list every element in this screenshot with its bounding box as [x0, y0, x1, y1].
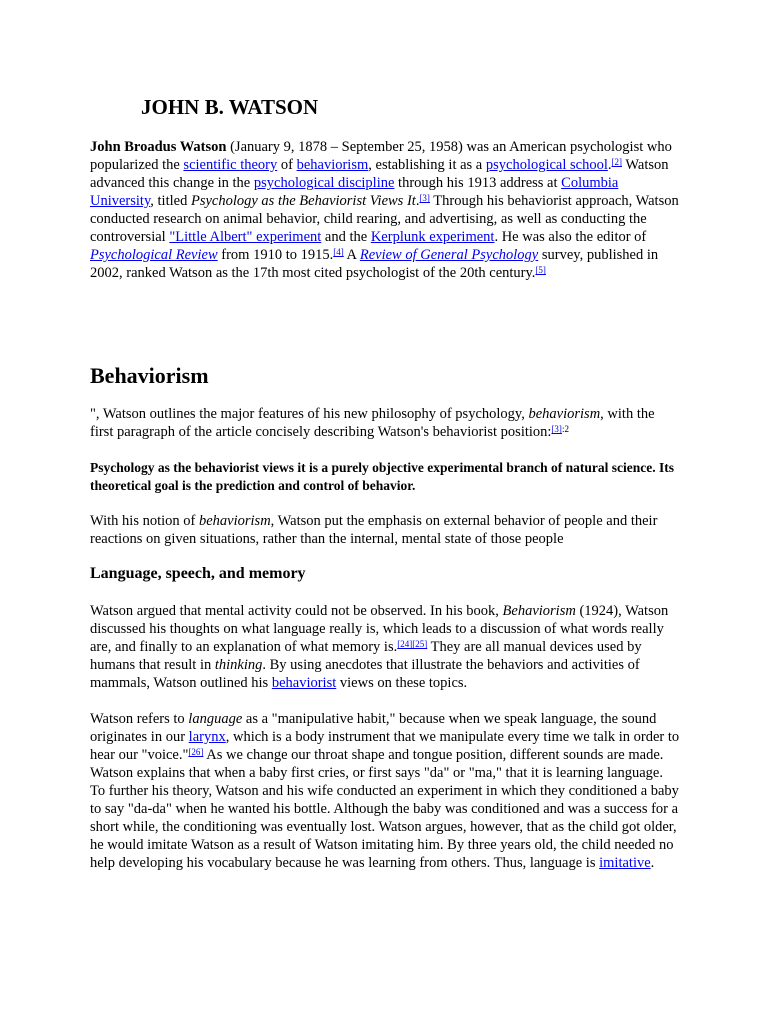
link-review-general-label: Review of General Psychology — [359, 247, 539, 263]
behaviorism-notion-paragraph — [90, 512, 680, 548]
footnote-page: :2 — [561, 424, 569, 434]
intro-text: Through his behaviorist approach, Watson conducted research on animal behavior, child rearing, and advertising, as well as conducting the controversial — [90, 193, 679, 245]
footnote-link[interactable]: [4] — [333, 247, 344, 257]
link-behaviorist[interactable]: behaviorist — [271, 675, 337, 691]
language-text: . — [650, 855, 655, 871]
language-text: Watson argued that mental activity could not be observed. In his book, — [90, 603, 503, 619]
behaviorist-quote: Psychology as the behaviorist views it is a purely objective experimental branch of natural science. Its theoretical goal is the prediction and control of behavior. — [90, 460, 674, 493]
link-psychological-discipline[interactable]: psychological discipline — [253, 175, 395, 191]
intro-text: survey, published in 2002, ranked Watson as the 17th most cited psychologist of the 20th century. — [90, 247, 659, 281]
footnote-ref-4[interactable] — [333, 247, 344, 257]
footnote-link[interactable]: [5] — [535, 265, 546, 275]
link-little-albert[interactable]: "Little Albert" experiment — [169, 229, 322, 245]
notion-text: With his notion of — [90, 513, 199, 529]
footnote-ref-3[interactable] — [419, 193, 430, 203]
intro-text: . — [607, 157, 612, 173]
language-text: views on these topics. — [336, 675, 468, 691]
footnote-link[interactable]: [24][25] — [397, 639, 428, 649]
footnote-link[interactable]: [3] — [419, 193, 430, 203]
language-text: Watson refers to — [90, 711, 189, 727]
link-psychological-review[interactable] — [90, 247, 218, 263]
intro-text: . He was also the editor of — [494, 229, 647, 245]
footnote-ref-5[interactable] — [535, 265, 546, 275]
outline-text: , with the first paragraph of the article concisely describing Watson's behaviorist position: — [90, 406, 655, 440]
notion-text: , Watson put the emphasis on external behavior of people and their reactions on given situations, rather than the internal, mental state of those people — [90, 513, 658, 547]
intro-text: (January 9, 1878 – September 25, 1958) was an American psychologist who popularized the — [90, 139, 672, 173]
link-columbia-university[interactable]: Columbia University — [90, 175, 619, 209]
link-scientific-theory[interactable]: scientific theory — [183, 157, 278, 173]
link-larynx[interactable]: larynx — [188, 729, 226, 745]
link-kerplunk[interactable]: Kerplunk experiment — [370, 229, 495, 245]
language-text: . By using anecdotes that illustrate the behaviors and activities of mammals, Watson outlined his — [90, 657, 640, 691]
book-title: Behaviorism — [502, 603, 576, 619]
language-text: (1924), Watson discussed his thoughts on what language really is, which leads to a discussion of what words really are, and finally to an explanation of what memory is. — [90, 603, 669, 655]
footnote-ref-3b[interactable] — [551, 424, 569, 434]
address-title: Psychology as the Behaviorist Views It — [190, 193, 416, 209]
intro-paragraph — [90, 138, 680, 282]
intro-text: . — [415, 193, 420, 209]
link-review-general-psychology[interactable] — [360, 247, 538, 263]
language-emphasis: thinking — [214, 657, 263, 673]
footnote-link[interactable]: [2] — [611, 157, 623, 167]
language-text: , which is a body instrument that we manipulate every time we talk in order to hear our "voice." — [90, 729, 680, 763]
intro-text: of — [277, 157, 297, 173]
intro-text: A — [343, 247, 360, 263]
section-heading-behaviorism: Behaviorism — [90, 363, 209, 388]
language-text: as a "manipulative habit," because when we speak language, the sound originates in our — [90, 711, 657, 745]
outline-text: ", Watson outlines the major features of his new philosophy of psychology, — [90, 406, 529, 422]
link-imitative[interactable]: imitative — [599, 855, 651, 871]
footnote-link[interactable]: [3] — [551, 424, 562, 434]
intro-text: and the — [321, 229, 371, 245]
footnote-link[interactable]: [26] — [188, 747, 204, 757]
footnote-ref-2[interactable] — [612, 157, 623, 167]
subject-name: John Broadus Watson — [90, 139, 227, 155]
intro-text: , titled — [150, 193, 191, 209]
language-paragraph-2 — [90, 710, 680, 872]
link-behaviorism[interactable]: behaviorism — [296, 157, 369, 173]
intro-text: from 1910 to 1915. — [217, 247, 334, 263]
section-heading-language: Language, speech, and memory — [90, 565, 306, 582]
intro-text: , establishing it as a — [368, 157, 486, 173]
notion-emphasis: behaviorism — [198, 513, 271, 529]
footnote-ref-24-25[interactable] — [397, 639, 427, 649]
language-text: They are all manual devices used by humans that result in — [90, 639, 642, 673]
language-text: As we change our throat shape and tongue position, different sounds are made. Watson explains that when a baby first cries, or first says "da" or "ma," that it is learning language. To further his theory, Watson and his wife conducted an experiment in which they conditioned a baby to say "da-da" when he wanted his bottle. Although the baby was conditioned and was a success for a short while, the conditioning was eventually lost. Watson argues, however, that as the child got older, he would imitate Watson as a result of Watson imitating him. By three years old, the child needed no help developing his vocabulary because he was learning from others. Thus, language is — [90, 747, 679, 871]
language-emphasis: language — [188, 711, 243, 727]
behaviorism-outline-paragraph — [90, 405, 680, 441]
link-psychological-school[interactable]: psychological school — [485, 157, 608, 173]
language-paragraph-1 — [90, 602, 680, 692]
link-psychological-review-label: Psychological Review — [90, 247, 218, 263]
page-title: JOHN B. WATSON — [141, 95, 319, 119]
intro-text: through his 1913 address at — [394, 175, 562, 191]
intro-text: Watson advanced this change in the — [90, 157, 669, 191]
outline-emphasis: behaviorism — [528, 406, 601, 422]
footnote-ref-26[interactable] — [188, 747, 203, 757]
